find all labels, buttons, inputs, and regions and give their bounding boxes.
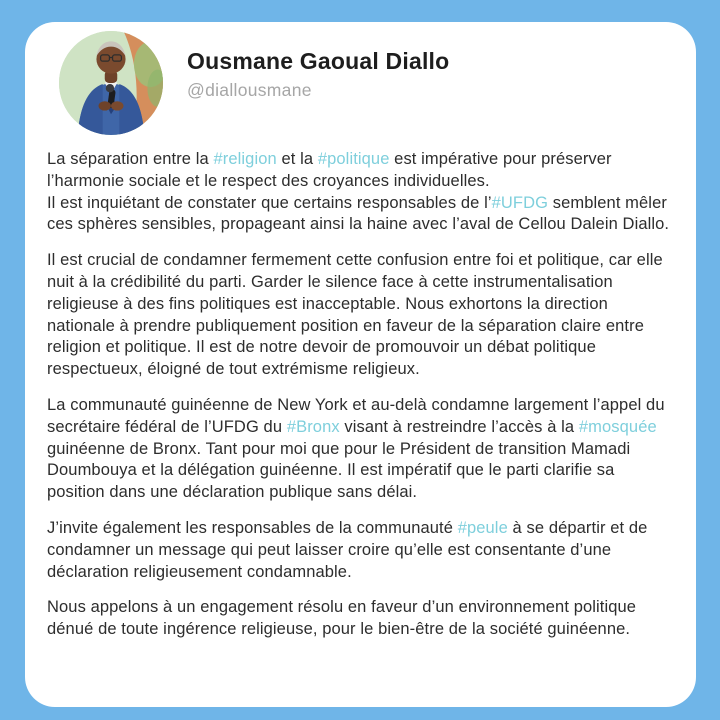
identity-block bbox=[187, 31, 449, 101]
body-text: Il est inquiétant de constater que certains responsables de l’ bbox=[47, 193, 492, 212]
paragraph-1 bbox=[47, 149, 672, 236]
body-text: semblent mêler ces sphères sensibles, propageant ainsi la haine avec l’aval de Cellou Dalein Diallo. bbox=[47, 193, 670, 234]
body-text: est impérative pour préserver l’harmonie sociale et le respect des croyances individuelles. bbox=[47, 150, 612, 190]
display-name[interactable]: Ousmane Gaoual Diallo bbox=[187, 48, 450, 74]
body-text: J’invite également les responsables de la communauté bbox=[47, 518, 458, 537]
body-text: La communauté guinéenne de New York et au-delà condamne largement l’appel du secrétaire fédéral de l’UFDG du bbox=[47, 395, 665, 436]
avatar[interactable] bbox=[59, 31, 163, 135]
body-text: guinéenne de Bronx. Tant pour moi que pour le Président de transition Mamadi Doumbouya et la délégation guinéenne. Il est impératif que le parti clarifie sa position dans une déclaration publique sans délai. bbox=[47, 439, 631, 502]
hashtag-link[interactable]: #Bronx bbox=[286, 417, 340, 436]
post-header bbox=[59, 31, 672, 135]
body-text: Nous appelons à un engagement résolu en faveur d’un environnement politique dénué de toute ingérence religieuse, pour le bien-être de la société guinéenne. bbox=[47, 598, 637, 639]
body-text: et la bbox=[276, 150, 318, 168]
paragraph-4 bbox=[47, 518, 672, 583]
paragraph-5 bbox=[47, 597, 672, 641]
post-card bbox=[25, 22, 696, 707]
hashtag-link[interactable]: #peule bbox=[457, 518, 508, 537]
body-text: visant à restreindre l’accès à la bbox=[339, 417, 579, 436]
paragraph-3 bbox=[47, 395, 672, 504]
hashtag-link[interactable]: #mosquée bbox=[578, 417, 657, 436]
body-text: La séparation entre la bbox=[47, 150, 214, 168]
user-handle[interactable]: @diallousmane bbox=[187, 80, 312, 100]
hashtag-link[interactable]: #religion bbox=[213, 150, 277, 168]
body-text: Il est crucial de condamner fermement cette confusion entre foi et politique, car elle nuit à la crédibilité du parti. Garder le silence face à cette instrumentalisation religieuse à des fins politiques est inacceptable. Nous exhortons la direction nationale à prendre publiquement position en faveur de la séparation claire entre religion et politique. Il est de notre devoir de promouvoir un débat politique respectueux, éloigné de tout extrémisme religieux. bbox=[47, 251, 663, 379]
hashtag-link[interactable]: #UFDG bbox=[491, 193, 549, 212]
post-body bbox=[47, 149, 672, 641]
profile-photo-illustration bbox=[59, 31, 163, 135]
body-text: à se départir et de condamner un message qui peut laisser croire qu’elle est consentante d’une déclaration religieusement condamnable. bbox=[47, 518, 648, 581]
paragraph-2 bbox=[47, 250, 672, 381]
hashtag-link[interactable]: #politique bbox=[317, 150, 390, 168]
